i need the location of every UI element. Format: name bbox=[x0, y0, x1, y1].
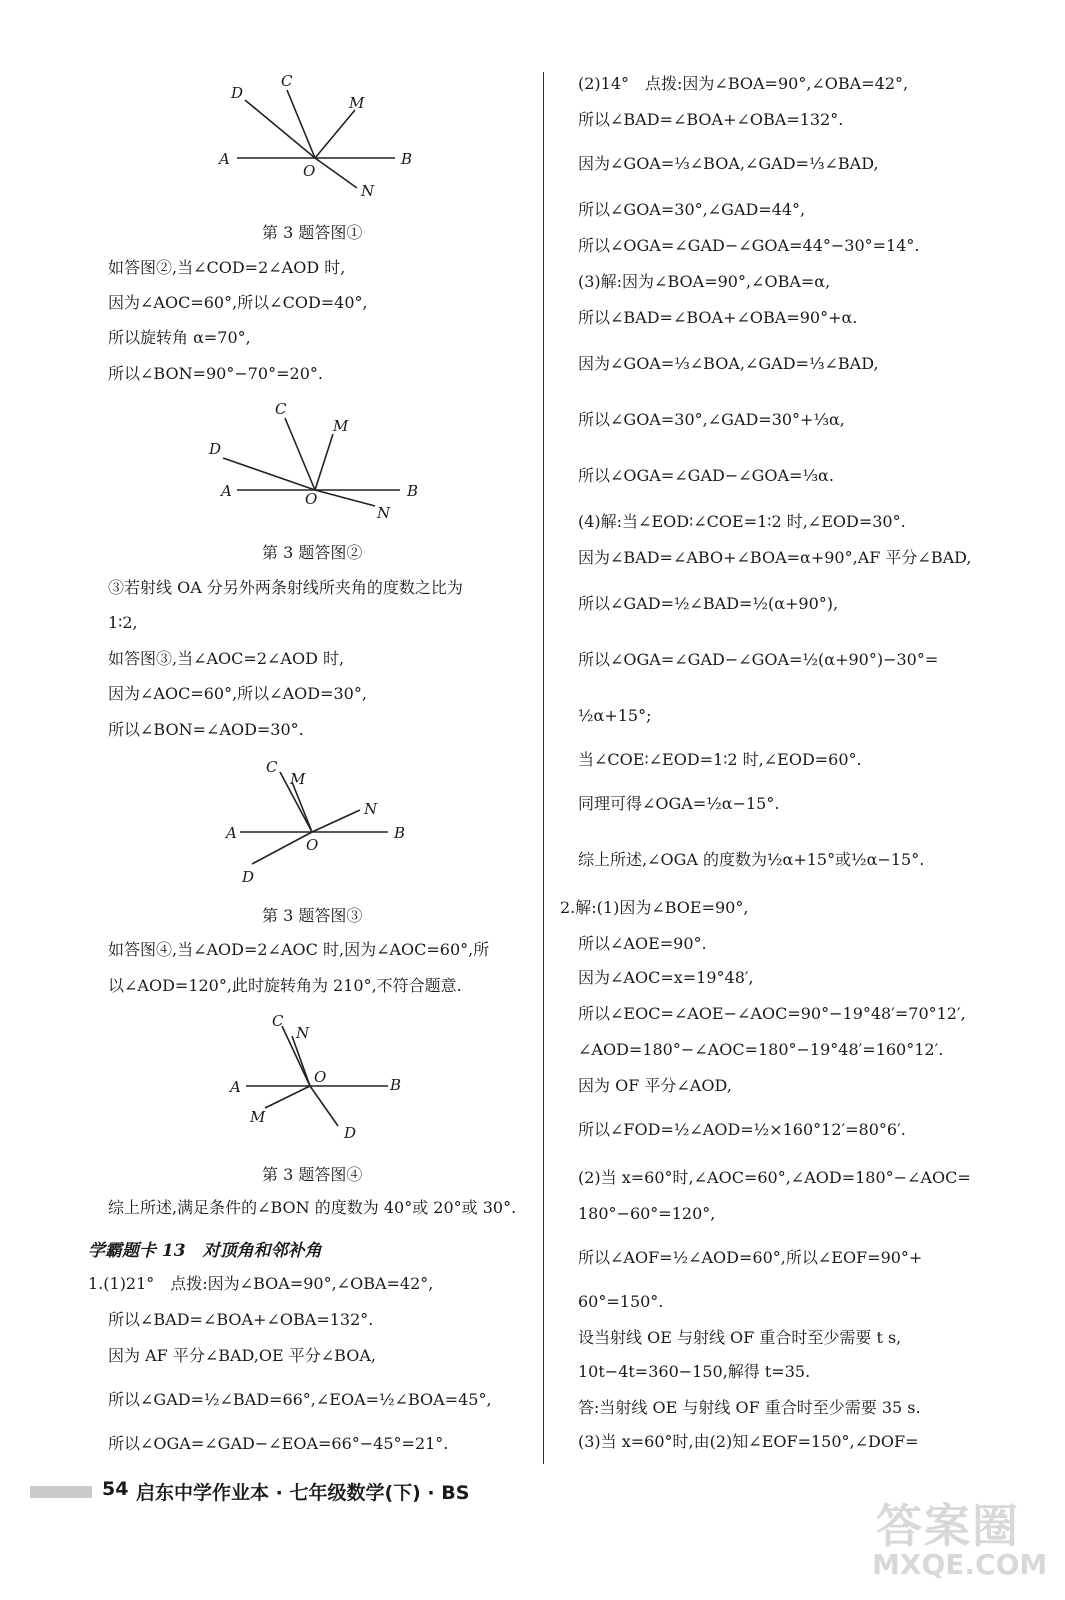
label-o: O bbox=[305, 490, 318, 508]
text-line: (2)当 x=60°时,∠AOC=60°,∠AOD=180°−∠AOC= bbox=[578, 1168, 971, 1187]
label-a: A bbox=[219, 150, 230, 168]
label-c: C bbox=[266, 758, 278, 776]
text-line: 所以∠FOD=½∠AOD=½×160°12′=80°6′. bbox=[578, 1120, 906, 1139]
text-line: ½α+15°; bbox=[578, 706, 652, 725]
figure-3-diagram bbox=[210, 752, 430, 892]
text-line: 所以∠OGA=∠GAD−∠EOA=66°−45°=21°. bbox=[108, 1434, 449, 1453]
figure-1-caption: 第 3 题答图① bbox=[262, 223, 363, 242]
label-n: N bbox=[364, 800, 378, 818]
text-line: 所以∠OGA=∠GAD−∠GOA=⅓α. bbox=[578, 466, 834, 485]
figure-1-diagram bbox=[205, 70, 435, 205]
text-line: 因为∠BAD=∠ABO+∠BOA=α+90°,AF 平分∠BAD, bbox=[578, 548, 972, 567]
text-line: 所以∠GAD=½∠BAD=66°,∠EOA=½∠BOA=45°, bbox=[108, 1390, 492, 1409]
label-n: N bbox=[361, 182, 375, 200]
figure-1 bbox=[205, 70, 435, 209]
text-line: (2)14° 点拨:因为∠BOA=90°,∠OBA=42°, bbox=[578, 74, 909, 93]
ray-od bbox=[310, 1086, 338, 1126]
text-line: 所以旋转角 α=70°, bbox=[108, 328, 251, 347]
label-o: O bbox=[314, 1068, 327, 1086]
book-title: 启东中学作业本 · 七年级数学(下) · BS bbox=[136, 1482, 470, 1504]
text-line: 所以∠GOA=30°,∠GAD=44°, bbox=[578, 200, 806, 219]
label-b: B bbox=[407, 482, 419, 500]
text-line: 180°−60°=120°, bbox=[578, 1204, 716, 1223]
text-line: 以∠AOD=120°,此时旋转角为 210°,不符合题意. bbox=[108, 976, 462, 995]
label-m: M bbox=[333, 417, 349, 435]
ray-om bbox=[315, 110, 355, 158]
text-line: 1.(1)21° 点拨:因为∠BOA=90°,∠OBA=42°, bbox=[88, 1274, 434, 1293]
text-line: 10t−4t=360−150,解得 t=35. bbox=[578, 1362, 811, 1381]
figure-3 bbox=[210, 752, 430, 896]
text-line: 所以∠BAD=∠BOA+∠OBA=132°. bbox=[108, 1310, 374, 1329]
text-line: ③若射线 OA 分另外两条射线所夹角的度数之比为 bbox=[108, 578, 463, 597]
figure-4 bbox=[210, 1010, 430, 1154]
column-divider bbox=[543, 72, 544, 1464]
text-line: 因为 AF 平分∠BAD,OE 平分∠BOA, bbox=[108, 1346, 376, 1365]
ray-od bbox=[245, 100, 315, 158]
label-n: N bbox=[296, 1024, 310, 1042]
label-a: A bbox=[230, 1078, 241, 1096]
label-c: C bbox=[275, 400, 287, 418]
text-line: 设当射线 OE 与射线 OF 重合时至少需要 t s, bbox=[578, 1328, 902, 1347]
watermark-text: 答案圈 bbox=[876, 1499, 1020, 1553]
section-title: 学霸题卡 13 对顶角和邻补角 bbox=[88, 1241, 322, 1261]
label-d: D bbox=[209, 440, 222, 458]
figure-4-caption: 第 3 题答图④ bbox=[262, 1165, 363, 1184]
label-c: C bbox=[281, 72, 293, 90]
figure-3-caption: 第 3 题答图③ bbox=[262, 906, 363, 925]
figure-2 bbox=[205, 398, 435, 532]
text-line: 所以∠BAD=∠BOA+∠OBA=132°. bbox=[578, 110, 844, 129]
text-line: 综上所述,∠OGA 的度数为½α+15°或½α−15°. bbox=[578, 850, 925, 869]
text-line: 同理可得∠OGA=½α−15°. bbox=[578, 794, 780, 813]
text-line: ∠AOD=180°−∠AOC=180°−19°48′=160°12′. bbox=[578, 1040, 944, 1059]
text-line: 所以∠GOA=30°,∠GAD=30°+⅓α, bbox=[578, 410, 845, 429]
label-o: O bbox=[306, 836, 319, 854]
label-n: N bbox=[377, 504, 391, 522]
text-line: 因为∠AOC=60°,所以∠COD=40°, bbox=[108, 293, 368, 312]
label-c: C bbox=[272, 1012, 284, 1030]
label-a: A bbox=[226, 824, 237, 842]
ray-om bbox=[315, 434, 333, 490]
text-line: 所以∠EOC=∠AOE−∠AOC=90°−19°48′=70°12′, bbox=[578, 1004, 966, 1023]
footer-bar bbox=[30, 1486, 92, 1498]
ray-on bbox=[292, 1036, 310, 1086]
label-m: M bbox=[290, 770, 306, 788]
ray-oc bbox=[285, 418, 315, 490]
ray-od bbox=[252, 832, 312, 864]
page-number: 54 bbox=[102, 1478, 129, 1500]
text-line: 2.解:(1)因为∠BOE=90°, bbox=[560, 898, 749, 917]
label-a: A bbox=[221, 482, 232, 500]
figure-4-diagram bbox=[210, 1010, 430, 1150]
text-line: 因为∠AOC=60°,所以∠AOD=30°, bbox=[108, 684, 367, 703]
watermark-url: MXQE.COM bbox=[872, 1548, 1048, 1581]
label-d: D bbox=[242, 868, 255, 886]
text-line: (3)解:因为∠BOA=90°,∠OBA=α, bbox=[578, 272, 831, 291]
text-line: 如答图④,当∠AOD=2∠AOC 时,因为∠AOC=60°,所 bbox=[108, 940, 490, 959]
label-d: D bbox=[344, 1124, 357, 1142]
watermark-logo bbox=[870, 1490, 1050, 1590]
text-line: 60°=150°. bbox=[578, 1292, 664, 1311]
text-line: 因为 OF 平分∠AOD, bbox=[578, 1076, 732, 1095]
text-line: 当∠COE∶∠EOD=1∶2 时,∠EOD=60°. bbox=[578, 750, 862, 769]
ray-on bbox=[315, 490, 375, 506]
label-o: O bbox=[303, 162, 316, 180]
text-line: 所以∠OGA=∠GAD−∠GOA=44°−30°=14°. bbox=[578, 236, 920, 255]
figure-2-diagram bbox=[205, 398, 435, 528]
text-line: (3)当 x=60°时,由(2)知∠EOF=150°,∠DOF= bbox=[578, 1432, 919, 1451]
ray-om bbox=[292, 782, 312, 832]
text-line: 因为∠AOC=x=19°48′, bbox=[578, 968, 754, 987]
figure-2-caption: 第 3 题答图② bbox=[262, 543, 363, 562]
text-line: 所以∠AOE=90°. bbox=[578, 934, 707, 953]
text-line: 所以∠BON=90°−70°=20°. bbox=[108, 364, 323, 383]
text-line: 所以∠OGA=∠GAD−∠GOA=½(α+90°)−30°= bbox=[578, 650, 939, 669]
text-line: 所以∠GAD=½∠BAD=½(α+90°), bbox=[578, 594, 839, 613]
label-b: B bbox=[401, 150, 413, 168]
text-line: (4)解:当∠EOD∶∠COE=1∶2 时,∠EOD=30°. bbox=[578, 512, 906, 531]
text-line: 答:当射线 OE 与射线 OF 重合时至少需要 35 s. bbox=[578, 1398, 921, 1417]
ray-on bbox=[312, 810, 360, 832]
text-line: 如答图②,当∠COD=2∠AOD 时, bbox=[108, 258, 346, 277]
text-line: 如答图③,当∠AOC=2∠AOD 时, bbox=[108, 649, 345, 668]
text-line: 因为∠GOA=⅓∠BOA,∠GAD=⅓∠BAD, bbox=[578, 354, 879, 373]
ray-om bbox=[265, 1086, 310, 1108]
text-line: 1∶2, bbox=[108, 613, 138, 632]
text-line: 所以∠BON=∠AOD=30°. bbox=[108, 720, 304, 739]
label-m: M bbox=[349, 94, 365, 112]
ray-od bbox=[223, 458, 315, 490]
text-line: 综上所述,满足条件的∠BON 的度数为 40°或 20°或 30°. bbox=[108, 1198, 517, 1217]
text-line: 所以∠AOF=½∠AOD=60°,所以∠EOF=90°+ bbox=[578, 1248, 923, 1267]
ray-oc bbox=[287, 90, 315, 158]
text-line: 所以∠BAD=∠BOA+∠OBA=90°+α. bbox=[578, 308, 858, 327]
label-m: M bbox=[250, 1108, 266, 1126]
label-d: D bbox=[231, 84, 244, 102]
ray-on bbox=[315, 158, 357, 188]
text-line: 因为∠GOA=⅓∠BOA,∠GAD=⅓∠BAD, bbox=[578, 154, 879, 173]
label-b: B bbox=[390, 1076, 402, 1094]
label-b: B bbox=[394, 824, 406, 842]
